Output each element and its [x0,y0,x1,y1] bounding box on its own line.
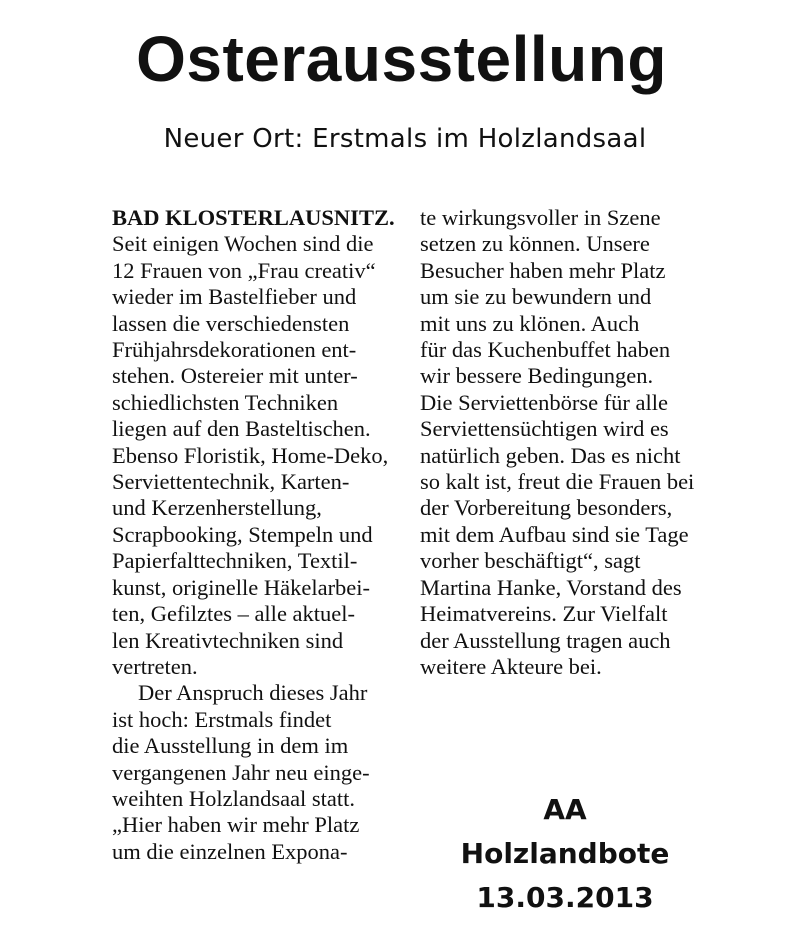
text-line: Der Anspruch dieses Jahr [138,680,368,706]
text-line: für das Kuchenbuffet haben [420,337,671,363]
article-column-2 [420,205,694,680]
text-line: vorher beschäftigt“, sagt [420,548,641,574]
text-line: kunst, originelle Häkelarbei- [112,574,371,600]
text-line: wieder im Bastelfieber und [112,284,357,310]
text-line: „Hier haben wir mehr Platz [112,812,360,838]
publication-date: 13.03.2013 [476,881,654,914]
text-line: Ebenso Floristik, Home-Deko, [112,442,389,468]
text-line: der Ausstellung tragen auch [420,627,671,653]
text-line: Seit einigen Wochen sind die [112,231,374,257]
text-line: so kalt ist, freut die Frauen bei [420,469,695,495]
text-line: wir bessere Bedingungen. [420,363,654,389]
text-line: stehen. Ostereier mit unter- [112,363,358,389]
text-line: mit dem Aufbau sind sie Tage [420,521,689,547]
text-line: Frühjahrsdekorationen ent- [112,337,357,363]
text-line: 12 Frauen von „Frau creativ“ [112,257,376,283]
text-line: setzen zu können. Unsere [420,231,650,257]
text-line: natürlich geben. Das es nicht [420,442,681,468]
text-line: lassen die verschiedensten [112,310,350,336]
headline: Osterausstellung [136,23,667,95]
text-line: te wirkungsvoller in Szene [420,205,661,230]
dateline: BAD KLOSTERLAUSNITZ. [112,205,395,230]
publication-name: AA Holzlandbote [460,793,670,870]
text-line: um sie zu bewundern und [420,284,652,310]
text-line: Die Serviettenbörse für alle [420,389,669,415]
text-line: und Kerzenherstellung, [112,495,322,521]
text-line: der Vorbereitung besonders, [420,495,673,521]
source-credit [440,788,690,920]
text-line: ten, Gefilztes – alle aktuel- [112,601,356,627]
article-column-1 [112,205,395,865]
text-line: ist hoch: Erstmals findet [112,706,332,732]
text-line: vertreten. [112,653,198,679]
text-line: vergangenen Jahr neu einge- [112,759,370,785]
text-line: len Kreativtechniken sind [112,627,344,653]
text-line: Besucher haben mehr Platz [420,257,666,283]
text-line: die Ausstellung in dem im [112,733,349,759]
text-line: Serviettensüchtigen wird es [420,416,669,442]
subheadline: Neuer Ort: Erstmals im Holzlandsaal [163,124,647,154]
text-line: Scrapbooking, Stempeln und [112,521,373,547]
text-line: mit uns zu klönen. Auch [420,310,640,336]
text-line: weitere Akteure bei. [420,653,602,679]
text-line: liegen auf den Basteltischen. [112,416,371,442]
paragraph-1 [112,231,395,680]
paragraph-2 [112,680,395,865]
text-line: Heimatvereins. Zur Vielfalt [420,601,668,627]
text-line: Papierfalttechniken, Textil- [112,548,358,574]
text-line: schiedlichsten Techniken [112,389,339,415]
text-line: weihten Holzlandsaal statt. [112,785,356,811]
text-line: um die einzelnen Expona- [112,838,348,864]
paragraph-3 [420,205,694,680]
text-line: Serviettentechnik, Karten- [112,469,350,495]
text-line: Martina Hanke, Vorstand des [420,574,682,600]
